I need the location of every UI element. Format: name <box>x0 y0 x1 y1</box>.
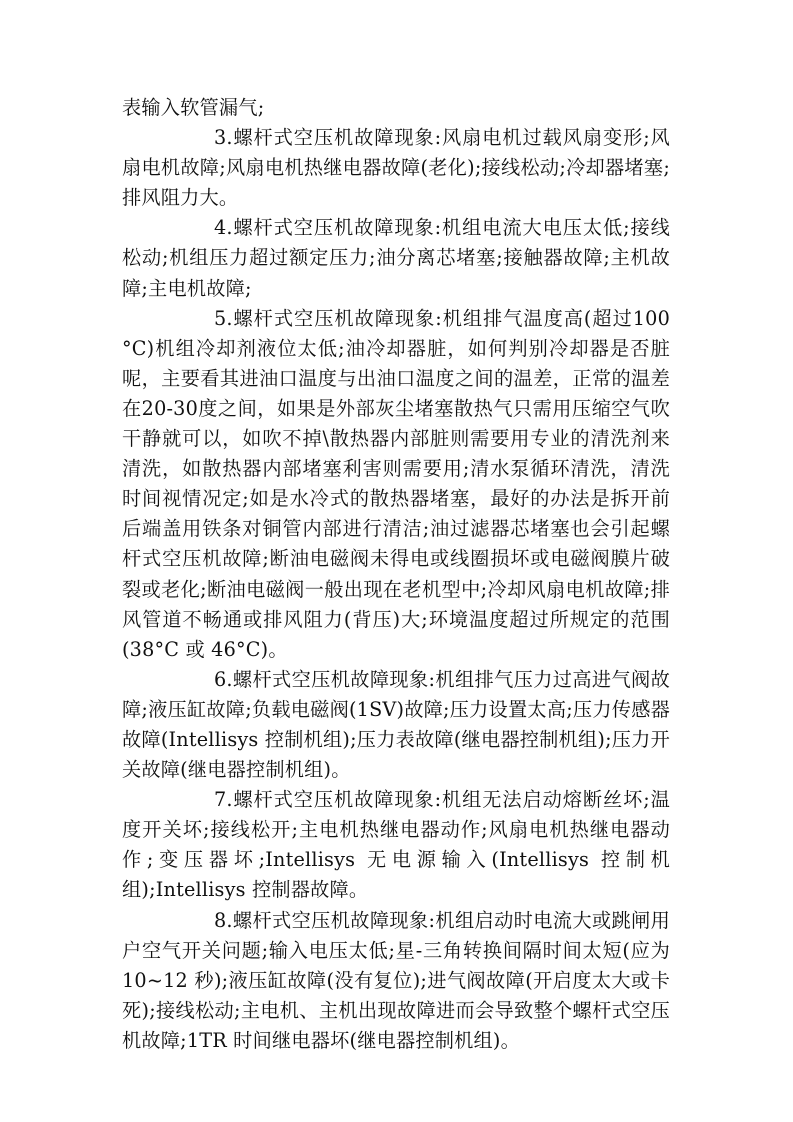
paragraph-fault-6: 6.螺杆式空压机故障现象:机组排气压力过高进气阀故障;液压缸故障;负载电磁阀(1SV)故障;压力设置太高;压力传感器故障(Intellisys 控制机组);压力表故障(继电器控制机组);压力开关故障(继电器控制机组)。 <box>122 667 670 782</box>
document-page <box>122 93 670 1056</box>
paragraph-fault-3: 3.螺杆式空压机故障现象:风扇电机过载风扇变形;风扇电机故障;风扇电机热继电器故障(老化);接线松动;冷却器堵塞;排风阻力大。 <box>122 126 670 210</box>
paragraph-fault-7: 7.螺杆式空压机故障现象:机组无法启动熔断丝坏;温度开关坏;接线松开;主电机热继电器动作;风扇电机热继电器动作;变压器坏;Intellisys 无电源输入(Intellisys 控制机组);Intellisys 控制器故障。 <box>122 788 670 902</box>
paragraph-fault-5: 5.螺杆式空压机故障现象:机组排气温度高(超过100 °C)机组冷却剂液位太低;油冷却器脏，如何判别冷却器是否脏呢，主要看其进油口温度与出油口温度之间的温差，正常的温差在20-30度之间，如果是外部灰尘堵塞散热气只需用压缩空气吹干静就可以，如吹不掉\散热器内部脏则需要用专业的清洗剂来清洗，如散热器内部堵塞利害则需要用;清水泵循环清洗，清洗时间视情况定;如是水冷式的散热器堵塞，最好的办法是拆开前后端盖用铁条对铜管内部进行清洁;油过滤器芯堵塞也会引起螺杆式空压机故障;断油电磁阀未得电或线圈损坏或电磁阀膜片破裂或老化;断油电磁阀一般出现在老机型中;冷却风扇电机故障;排风管道不畅通或排风阻力(背压)大;环境温度超过所规定的范围(38°C 或 46°C)。 <box>122 306 670 661</box>
paragraph-continuation: 表输入软管漏气; <box>122 96 265 119</box>
paragraph-fault-4: 4.螺杆式空压机故障现象:机组电流大电压太低;接线松动;机组压力超过额定压力;油分离芯堵塞;接触器故障;主机故障;主电机故障; <box>122 216 670 300</box>
paragraph-fault-8: 8.螺杆式空压机故障现象:机组启动时电流大或跳闸用户空气开关问题;输入电压太低;星-三角转换间隔时间太短(应为 10~12 秒);液压缸故障(没有复位);进气阀故障(开启度太大或卡死);接线松动;主电机、主机出现故障进而会导致整个螺杆式空压机故障;1TR 时间继电器坏(继电器控制机组)。 <box>122 908 670 1052</box>
